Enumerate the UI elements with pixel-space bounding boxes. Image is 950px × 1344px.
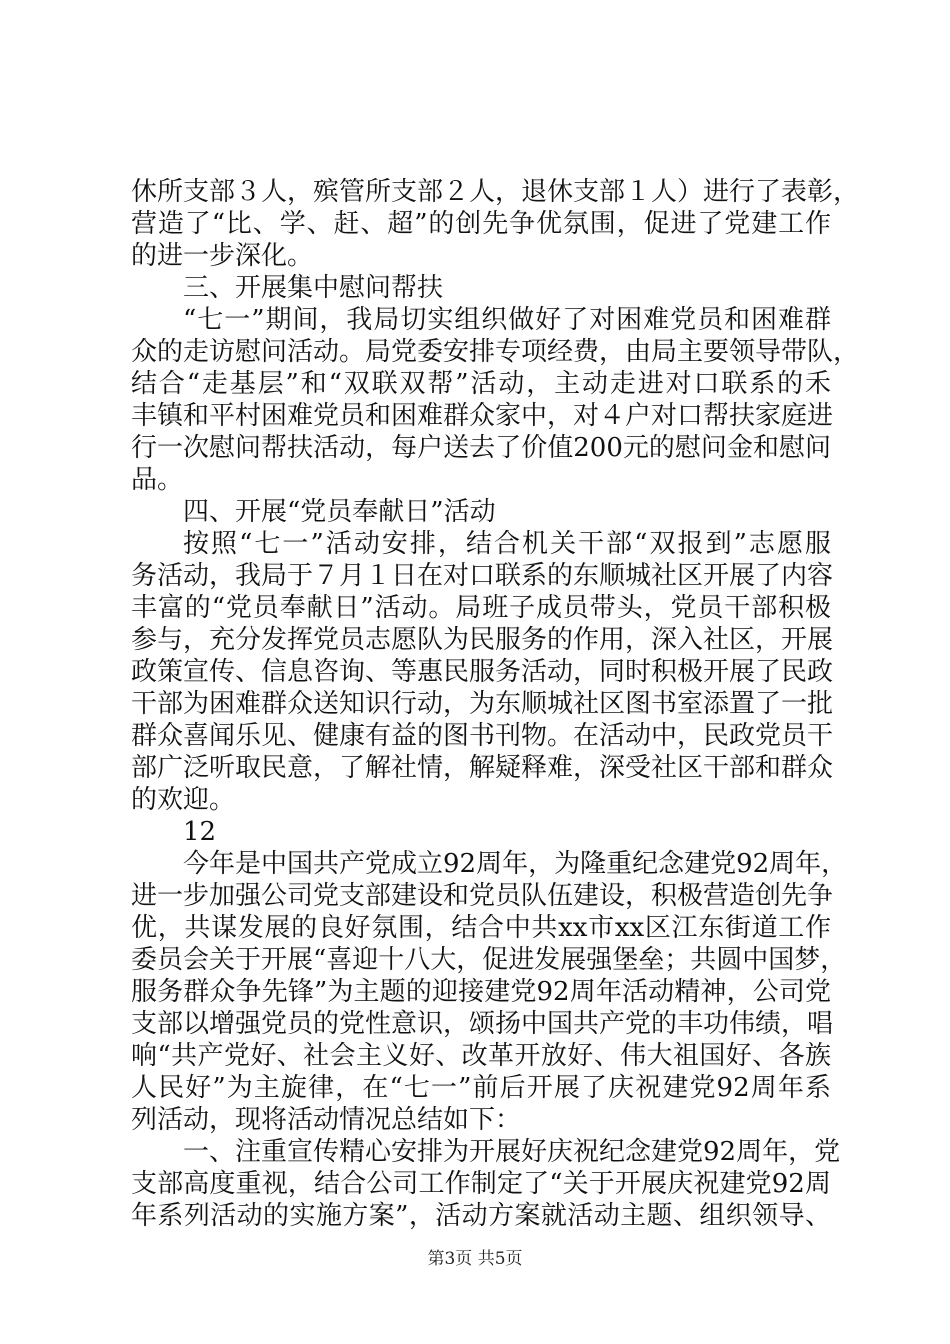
text-line: 的进一步深化。	[131, 241, 314, 271]
text-line: 部广泛听取民意，了解社情，解疑释难，深受社区干部和群众	[131, 753, 834, 783]
text-line: 年系列活动的实施方案”，活动方案就活动主题、组织领导、	[131, 1201, 831, 1231]
text-line: 群众喜闻乐见、健康有益的图书刊物。在活动中，民政党员干	[131, 721, 834, 751]
page-number-label: 第3页 共5页	[427, 1249, 523, 1269]
text-line: 一、注重宣传精心安排为开展好庆祝纪念建党92周年，党	[183, 1137, 841, 1167]
text-line: 支部高度重视，结合公司工作制定了“关于开展庆祝建党92周	[131, 1169, 831, 1199]
text-line: 务活动，我局于７月１日在对口联系的东顺城社区开展了内容	[131, 561, 834, 591]
text-line: 委员会关于开展“喜迎十八大，促进发展强堡垒；共圆中国梦，	[131, 945, 847, 975]
text-line: 营造了“比、学、赶、超”的创先争优氛围，促进了党建工作	[131, 209, 831, 239]
text-line: 三、开展集中慰问帮扶	[183, 273, 444, 303]
text-line: 今年是中国共产党成立92周年，为隆重纪念建党92周年，	[183, 849, 848, 879]
text-line: 品。	[131, 465, 184, 495]
text-line: 12	[183, 817, 217, 847]
document-body	[131, 176, 860, 1232]
text-line: 行一次慰问帮扶活动，每户送去了价值200元的慰问金和慰问	[131, 433, 831, 463]
text-line: 休所支部３人，殡管所支部２人，退休支部１人）进行了表彰，	[131, 177, 860, 207]
text-line: 优，共谋发展的良好氛围，结合中共xx市xx区江东街道工作	[131, 913, 831, 943]
text-line: 的欢迎。	[131, 785, 236, 815]
text-line: 众的走访慰问活动。局党委安排专项经费，由局主要领导带队，	[131, 337, 860, 367]
text-line: 政策宣传、信息咨询、等惠民服务活动，同时积极开展了民政	[131, 657, 834, 687]
text-line: 列活动，现将活动情况总结如下：	[131, 1105, 522, 1135]
text-line: 人民好”为主旋律，在“七一”前后开展了庆祝建党92周年系	[131, 1073, 831, 1103]
text-line: 进一步加强公司党支部建设和党员队伍建设，积极营造创先争	[131, 881, 834, 911]
text-line: 参与，充分发挥党员志愿队为民服务的作用，深入社区，开展	[131, 625, 834, 655]
text-line: 支部以增强党员的党性意识，颂扬中国共产党的丰功伟绩，唱	[131, 1009, 834, 1039]
text-line: “七一”期间，我局切实组织做好了对困难党员和困难群	[183, 305, 831, 335]
text-line: 干部为困难群众送知识行动，为东顺城社区图书室添置了一批	[131, 689, 834, 719]
text-line: 按照“七一”活动安排，结合机关干部“双报到”志愿服	[183, 529, 831, 559]
text-line: 响“共产党好、社会主义好、改革开放好、伟大祖国好、各族	[131, 1041, 831, 1071]
text-line: 丰镇和平村困难党员和困难群众家中，对４户对口帮扶家庭进	[131, 401, 834, 431]
text-line: 服务群众争先锋”为主题的迎接建党92周年活动精神，公司党	[131, 977, 831, 1007]
text-line: 结合“走基层”和“双联双帮”活动，主动走进对口联系的禾	[131, 369, 831, 399]
page-footer	[0, 1248, 950, 1270]
text-line: 丰富的“党员奉献日”活动。局班子成员带头，党员干部积极	[131, 593, 831, 623]
text-line: 四、开展“党员奉献日”活动	[183, 497, 496, 527]
